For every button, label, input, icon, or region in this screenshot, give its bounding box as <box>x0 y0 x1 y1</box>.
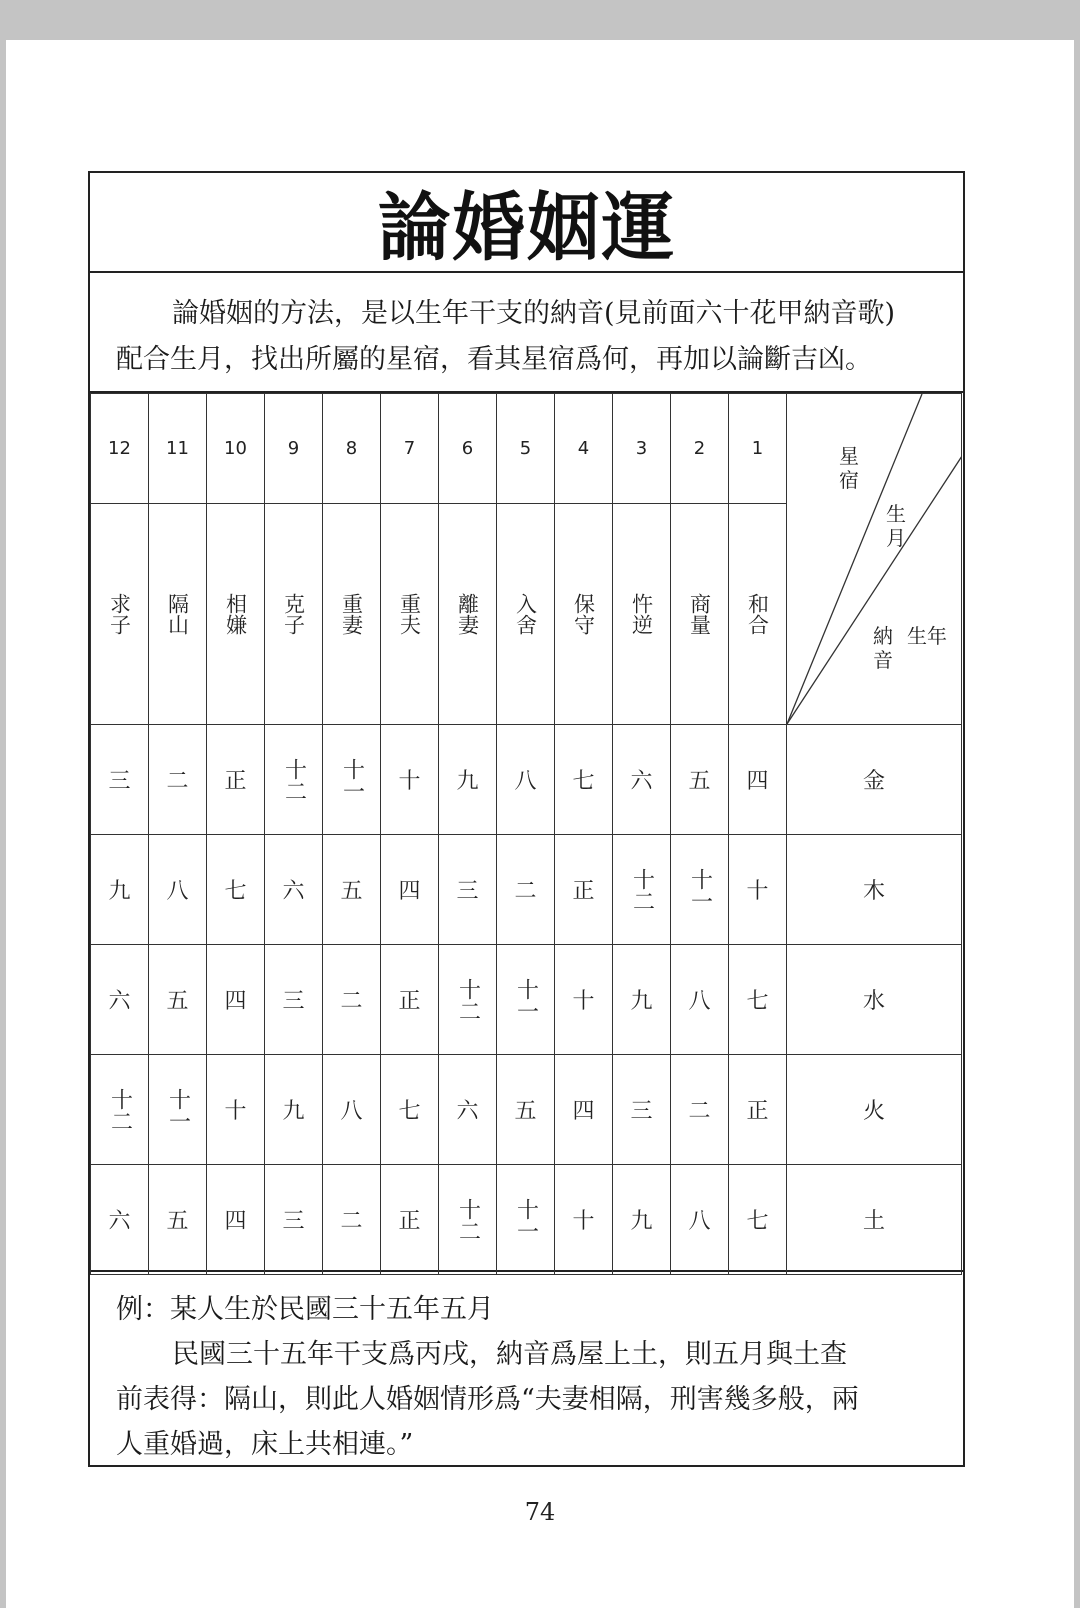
example-line-3: 前表得：隔山，則此人婚姻情形爲“夫妻相隔，刑害幾多般，兩 <box>116 1384 859 1415</box>
star-name: 相嫌 <box>207 504 265 725</box>
star-name: 隔山 <box>149 504 207 725</box>
month-cell: 四 <box>207 945 265 1055</box>
column-number: 4 <box>555 394 613 504</box>
book-page <box>6 40 1074 1608</box>
column-number: 9 <box>265 394 323 504</box>
month-cell: 三 <box>613 1055 671 1165</box>
month-cell: 八 <box>323 1055 381 1165</box>
month-cell: 二 <box>149 725 207 835</box>
table-row <box>91 1165 962 1275</box>
star-name: 商量 <box>671 504 729 725</box>
corner-stars-text: 星宿 <box>839 444 859 492</box>
month-cell: 七 <box>729 1165 787 1275</box>
month-cell: 十二 <box>613 835 671 945</box>
month-cell: 七 <box>381 1055 439 1165</box>
page-number: 74 <box>524 1498 556 1526</box>
month-cell: 十 <box>207 1055 265 1165</box>
month-cell: 四 <box>729 725 787 835</box>
corner-month-text: 生月 <box>886 502 906 550</box>
month-cell: 三 <box>91 725 149 835</box>
month-cell: 七 <box>729 945 787 1055</box>
corner-nayin-label <box>865 624 901 672</box>
diagonal-line-2 <box>787 456 962 724</box>
month-cell: 七 <box>555 725 613 835</box>
table-row <box>91 835 962 945</box>
month-cell: 八 <box>671 1165 729 1275</box>
month-cell: 三 <box>265 1165 323 1275</box>
month-cell: 三 <box>439 835 497 945</box>
corner-nayin-text: 納音 <box>873 624 893 672</box>
month-cell: 八 <box>671 945 729 1055</box>
column-number: 3 <box>613 394 671 504</box>
column-number: 10 <box>207 394 265 504</box>
month-cell: 五 <box>497 1055 555 1165</box>
month-cell: 二 <box>671 1055 729 1165</box>
month-cell: 正 <box>729 1055 787 1165</box>
column-number: 7 <box>381 394 439 504</box>
nayin-element-cell: 木 <box>787 835 962 945</box>
month-cell: 十一 <box>671 835 729 945</box>
month-cell: 六 <box>91 1165 149 1275</box>
corner-year-text: 生年 <box>907 624 947 648</box>
star-name: 入舍 <box>497 504 555 725</box>
table-row <box>91 945 962 1055</box>
month-cell: 五 <box>149 945 207 1055</box>
column-number: 2 <box>671 394 729 504</box>
intro-line-2: 配合生月，找出所屬的星宿，看其星宿爲何，再加以論斷吉凶。 <box>116 344 872 375</box>
month-cell: 五 <box>671 725 729 835</box>
month-cell: 十 <box>381 725 439 835</box>
month-cell: 五 <box>149 1165 207 1275</box>
month-cell: 十二 <box>265 725 323 835</box>
star-name: 保守 <box>555 504 613 725</box>
month-cell: 正 <box>207 725 265 835</box>
month-cell: 正 <box>555 835 613 945</box>
title-box <box>90 173 963 273</box>
example-line-4: 人重婚過，床上共相連。” <box>116 1429 414 1460</box>
month-cell: 六 <box>439 1055 497 1165</box>
month-cell: 十 <box>729 835 787 945</box>
header-number-row <box>91 394 962 504</box>
table-row <box>91 1055 962 1165</box>
example-paragraph <box>116 1287 946 1467</box>
star-name: 離妻 <box>439 504 497 725</box>
nayin-element-cell: 金 <box>787 725 962 835</box>
table-row <box>91 725 962 835</box>
month-cell: 四 <box>381 835 439 945</box>
month-cell: 六 <box>613 725 671 835</box>
month-cell: 十 <box>555 1165 613 1275</box>
star-name: 求子 <box>91 504 149 725</box>
column-number: 8 <box>323 394 381 504</box>
month-cell: 七 <box>207 835 265 945</box>
month-cell: 六 <box>91 945 149 1055</box>
month-cell: 四 <box>207 1165 265 1275</box>
corner-year-label <box>907 624 947 648</box>
intro-line-1: 論婚姻的方法，是以生年干支的納音(見前面六十花甲納音歌) <box>172 298 896 329</box>
marriage-table <box>90 393 962 1275</box>
content-frame <box>88 171 965 1467</box>
month-cell: 十二 <box>439 1165 497 1275</box>
example-line-2: 民國三十五年干支爲丙戌，納音爲屋上土，則五月與土查 <box>172 1339 847 1370</box>
month-cell: 三 <box>265 945 323 1055</box>
column-number: 11 <box>149 394 207 504</box>
marriage-table-area <box>90 391 963 1272</box>
month-cell: 九 <box>613 945 671 1055</box>
corner-stars-label <box>837 444 861 492</box>
star-name: 忤逆 <box>613 504 671 725</box>
month-cell: 六 <box>265 835 323 945</box>
month-cell: 正 <box>381 1165 439 1275</box>
month-cell: 十一 <box>497 1165 555 1275</box>
star-name: 和合 <box>729 504 787 725</box>
month-cell: 正 <box>381 945 439 1055</box>
month-cell: 十二 <box>91 1055 149 1165</box>
month-cell: 二 <box>323 1165 381 1275</box>
star-name: 克子 <box>265 504 323 725</box>
month-cell: 五 <box>323 835 381 945</box>
month-cell: 十一 <box>323 725 381 835</box>
corner-diagonal-lines <box>787 394 962 724</box>
nayin-element-cell: 火 <box>787 1055 962 1165</box>
month-cell: 十一 <box>497 945 555 1055</box>
month-cell: 二 <box>497 835 555 945</box>
intro-paragraph <box>116 291 946 383</box>
nayin-element-cell: 水 <box>787 945 962 1055</box>
month-cell: 十一 <box>149 1055 207 1165</box>
corner-month-label <box>884 502 908 550</box>
example-line-1: 例：某人生於民國三十五年五月 <box>116 1294 494 1325</box>
month-cell: 九 <box>91 835 149 945</box>
month-cell: 九 <box>265 1055 323 1165</box>
column-number: 6 <box>439 394 497 504</box>
star-name: 重夫 <box>381 504 439 725</box>
column-number: 1 <box>729 394 787 504</box>
corner-header-cell <box>787 394 962 725</box>
column-number: 12 <box>91 394 149 504</box>
page-title: 論婚姻運 <box>377 185 676 271</box>
month-cell: 九 <box>613 1165 671 1275</box>
month-cell: 八 <box>497 725 555 835</box>
month-cell: 十二 <box>439 945 497 1055</box>
month-cell: 二 <box>323 945 381 1055</box>
month-cell: 九 <box>439 725 497 835</box>
star-name: 重妻 <box>323 504 381 725</box>
column-number: 5 <box>497 394 555 504</box>
month-cell: 四 <box>555 1055 613 1165</box>
nayin-element-cell: 土 <box>787 1165 962 1275</box>
month-cell: 八 <box>149 835 207 945</box>
month-cell: 十 <box>555 945 613 1055</box>
